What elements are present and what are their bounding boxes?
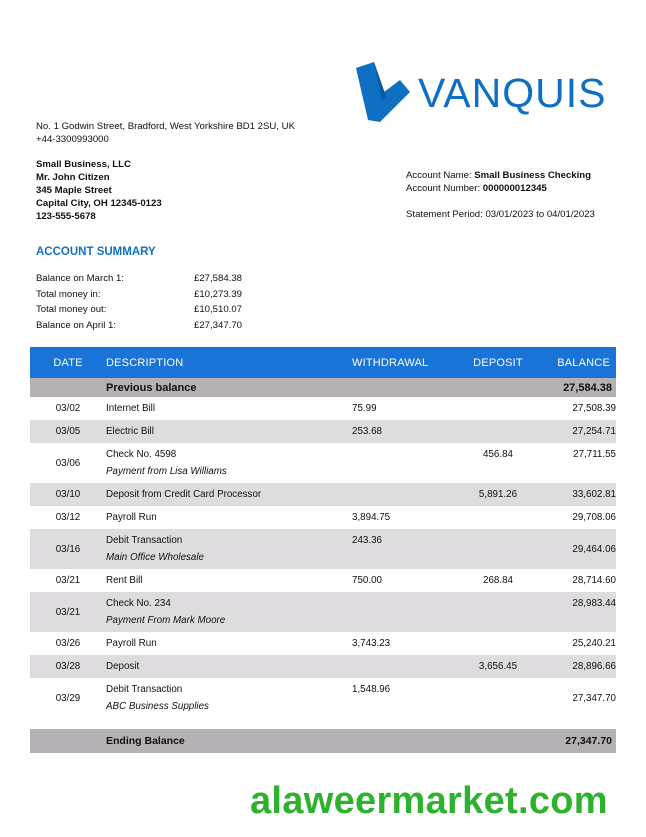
description-text: Payroll Run: [106, 637, 157, 649]
cell-description: [106, 529, 352, 569]
cell-deposit: 5,891.26: [458, 483, 538, 506]
cell-withdrawal: 1,548.96: [352, 684, 391, 695]
cell-date: 03/26: [55, 638, 81, 649]
table-row: [30, 569, 616, 592]
description-subtext: Main Office Wholesale: [106, 551, 205, 563]
summary-label: Balance on April 1:: [36, 319, 117, 331]
ending-balance-label: Ending Balance: [106, 729, 352, 753]
cell-deposit: [458, 506, 538, 529]
previous-balance-row: [30, 378, 616, 397]
cell-deposit: [458, 529, 538, 569]
description-text: Electric Bill: [106, 425, 154, 437]
description-text: Deposit from Credit Card Processor: [106, 488, 262, 500]
cell-description: [106, 632, 352, 655]
cell-description: [106, 397, 352, 420]
watermark: alaweermarket.com: [250, 780, 608, 822]
cell-description: [106, 483, 352, 506]
cell-deposit: [458, 678, 538, 718]
summary-row: [36, 318, 256, 334]
table-row: [30, 632, 616, 655]
cell-deposit: 268.84: [483, 575, 513, 586]
cell-withdrawal: 3,743.23: [352, 638, 391, 649]
cell-date: 03/12: [55, 512, 81, 523]
summary-row: [36, 287, 256, 303]
cell-balance: 25,240.21: [572, 638, 616, 649]
cell-description: [106, 655, 352, 678]
customer-city: Capital City, OH 12345-0123: [36, 198, 162, 209]
summary-row: [36, 271, 256, 287]
table-header-row: [30, 347, 616, 378]
ending-balance-value: 27,347.70: [538, 729, 616, 753]
customer-name: Mr. John Citizen: [36, 172, 110, 183]
cell-balance: 28,983.44: [538, 592, 616, 632]
summary-row: [36, 302, 256, 318]
customer-street: 345 Maple Street: [36, 185, 112, 196]
table-row: [30, 483, 616, 506]
cell-withdrawal: 750.00: [352, 575, 382, 586]
description-text: Deposit: [106, 660, 140, 672]
account-name-label: Account Name:: [406, 170, 472, 181]
cell-withdrawal: 3,894.75: [352, 512, 391, 523]
period-value: 03/01/2023 to 04/01/2023: [485, 209, 595, 220]
summary-label: Total money out:: [36, 304, 107, 315]
header-deposit: DEPOSIT: [458, 347, 538, 378]
spacer-row: [30, 718, 616, 729]
cell-balance: 28,896.66: [538, 655, 616, 678]
cell-description: [106, 569, 352, 592]
account-name-value: Small Business Checking: [474, 170, 592, 181]
cell-deposit: [458, 397, 538, 420]
table-row: [30, 655, 616, 678]
table-row: [30, 529, 616, 569]
cell-withdrawal: 243.36: [352, 529, 458, 569]
description-text: Debit Transaction: [106, 683, 183, 695]
summary-value: £10,273.39: [194, 288, 243, 300]
account-summary: [36, 271, 256, 333]
description-text: Debit Transaction: [106, 534, 183, 546]
cell-balance: 33,602.81: [538, 483, 616, 506]
description-text: Rent Bill: [106, 574, 143, 586]
cell-balance: 27,347.70: [572, 692, 616, 704]
cell-deposit: 3,656.45: [458, 655, 538, 678]
description-text: Internet Bill: [106, 402, 156, 414]
header-withdrawal: WITHDRAWAL: [352, 347, 458, 378]
account-number-label: Account Number:: [406, 183, 481, 194]
cell-date: 03/28: [30, 655, 106, 678]
cell-balance: 28,714.60: [572, 575, 616, 586]
cell-deposit: [458, 420, 538, 443]
cell-balance: 29,464.06: [538, 529, 616, 569]
header-date: DATE: [30, 347, 106, 378]
cell-balance: 27,254.71: [538, 420, 616, 443]
header-balance: BALANCE: [538, 347, 616, 378]
cell-balance: 27,711.55: [573, 449, 616, 460]
cell-deposit: 456.84: [483, 449, 513, 460]
table-row: [30, 420, 616, 443]
cell-withdrawal: [352, 655, 458, 678]
summary-label: Balance on March 1:: [36, 273, 124, 284]
cell-withdrawal: [352, 592, 458, 632]
cell-date: 03/05: [30, 420, 106, 443]
cell-withdrawal: [352, 443, 458, 483]
transactions-table: [30, 347, 616, 753]
account-summary-title: ACCOUNT SUMMARY: [36, 246, 156, 258]
table-row: [30, 397, 616, 420]
vanquis-logo: [354, 62, 610, 124]
cell-withdrawal: [352, 483, 458, 506]
description-text: Check No. 4598: [106, 448, 177, 460]
description-text: Payroll Run: [106, 511, 157, 523]
description-subtext: Payment from Lisa Williams: [106, 465, 227, 477]
table-row: [30, 678, 616, 718]
cell-date: 03/16: [30, 529, 106, 569]
brand-name: VANQUIS: [418, 70, 607, 116]
table-row: [30, 506, 616, 529]
summary-value: £27,584.38: [194, 273, 243, 284]
account-number-line: [406, 182, 591, 195]
customer-block: [36, 158, 162, 223]
cell-balance: 29,708.06: [572, 512, 616, 523]
header-description: DESCRIPTION: [106, 347, 352, 378]
statement-period: [406, 208, 595, 221]
period-label: Statement Period:: [406, 209, 483, 220]
bank-address: No. 1 Godwin Street, Bradford, West Yorkshire BD1 2SU, UK: [36, 121, 295, 132]
cell-date: 03/21: [55, 575, 81, 586]
summary-value: £27,347.70: [194, 319, 243, 331]
summary-value: £10,510.07: [194, 304, 243, 315]
logo-mark-icon: [354, 62, 414, 124]
previous-balance-label: Previous balance: [106, 378, 352, 397]
table-row: [30, 443, 616, 483]
description-subtext: Payment From Mark Moore: [106, 614, 226, 626]
account-info: [406, 169, 591, 195]
bank-address-block: [36, 120, 295, 146]
cell-deposit: [458, 592, 538, 632]
cell-description: [106, 420, 352, 443]
previous-balance-value: 27,584.38: [538, 378, 616, 397]
cell-date: 03/10: [30, 483, 106, 506]
description-subtext: ABC Business Supplies: [106, 700, 209, 712]
cell-date: 03/06: [55, 457, 81, 469]
customer-company: Small Business, LLC: [36, 159, 131, 170]
summary-label: Total money in:: [36, 288, 101, 300]
cell-description: [106, 678, 352, 718]
description-text: Check No. 234: [106, 597, 171, 609]
cell-date: 03/29: [55, 692, 81, 704]
cell-description: [106, 506, 352, 529]
table-row: [30, 592, 616, 632]
cell-description: [106, 592, 352, 632]
account-number-value: 000000012345: [482, 183, 547, 194]
account-name-line: [406, 169, 591, 182]
cell-balance: 27,508.39: [572, 403, 616, 414]
cell-description: [106, 443, 352, 483]
bank-phone: +44-3300993000: [36, 134, 109, 145]
cell-date: 03/02: [55, 403, 81, 414]
cell-date: 03/21: [30, 592, 106, 632]
customer-phone: 123-555-5678: [36, 211, 96, 222]
ending-balance-row: [30, 729, 616, 753]
cell-withdrawal: 253.68: [352, 420, 458, 443]
cell-deposit: [458, 632, 538, 655]
cell-withdrawal: 75.99: [352, 403, 377, 414]
